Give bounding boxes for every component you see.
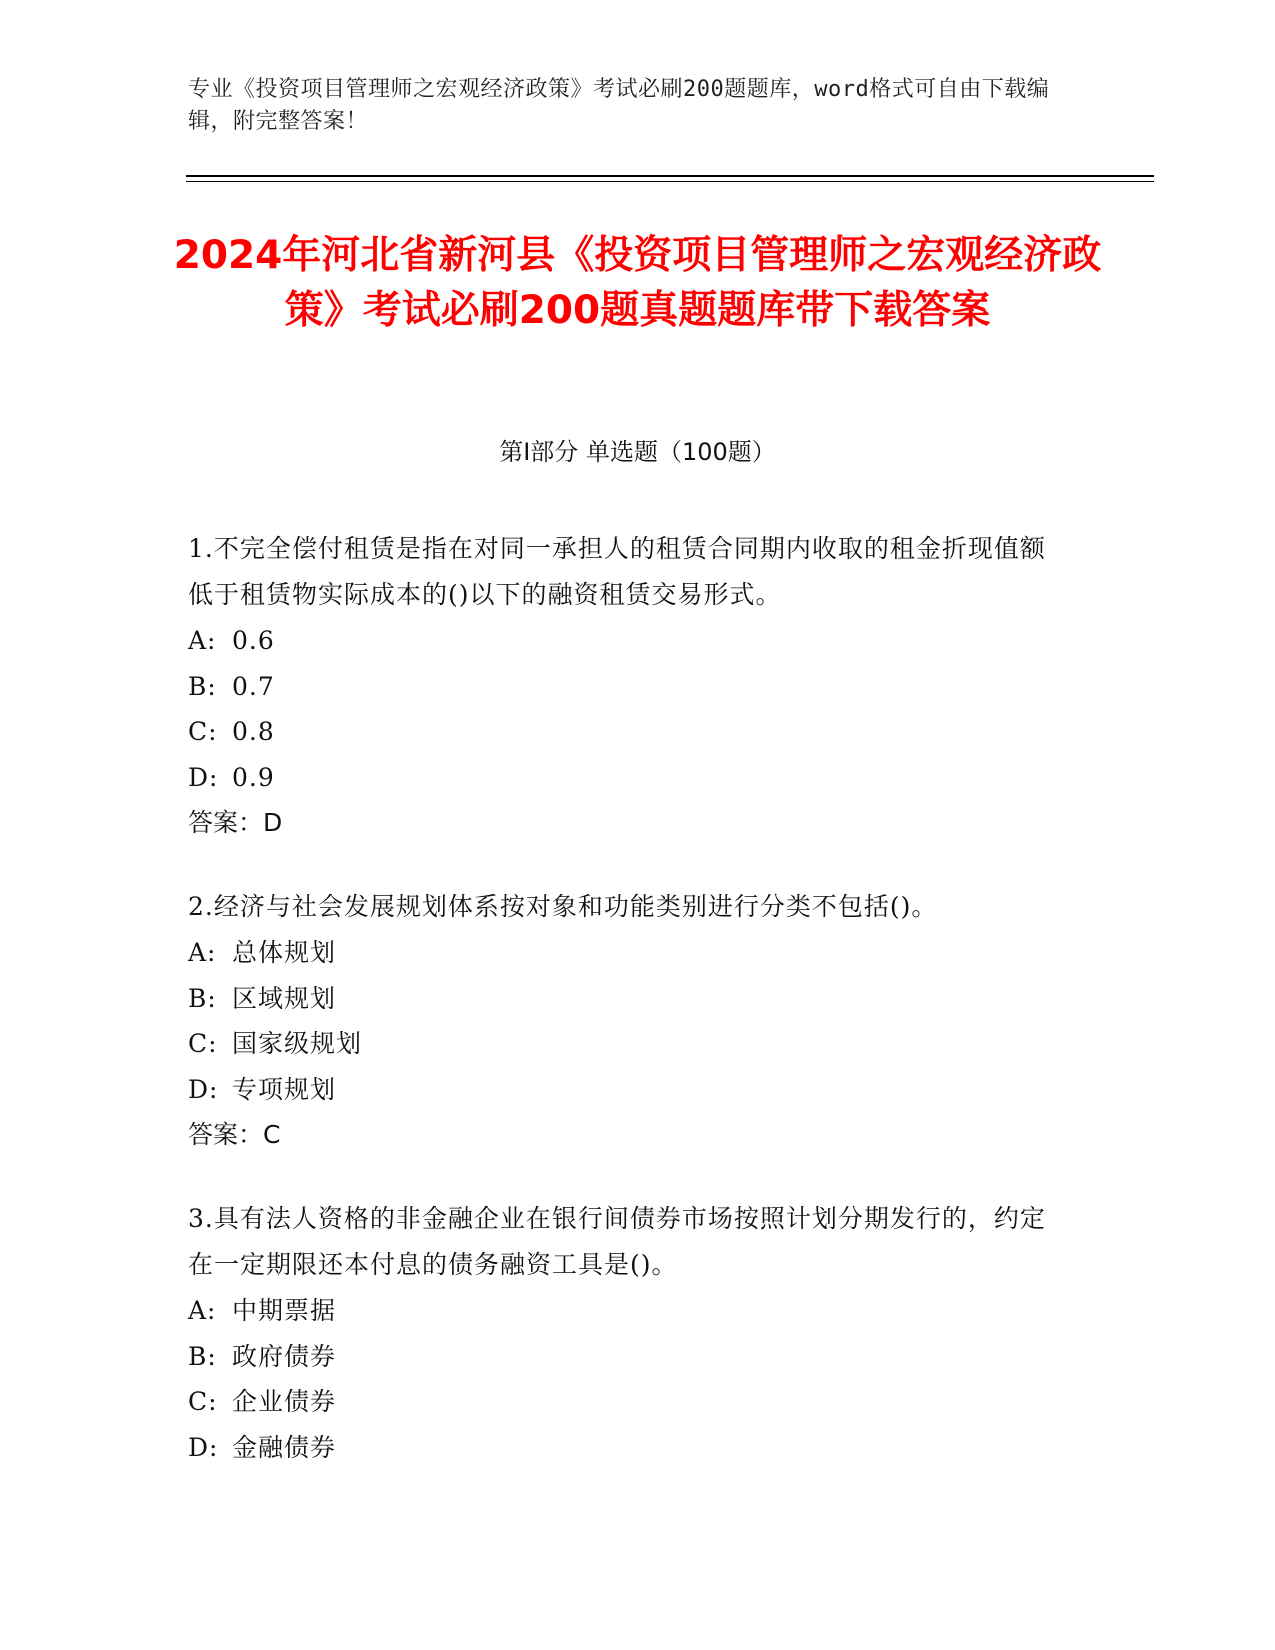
- option-text: 0.6: [232, 626, 275, 655]
- option-a: [188, 618, 1068, 664]
- option-c: [188, 709, 1068, 755]
- option-b: [188, 664, 1068, 710]
- option-text: 0.7: [232, 671, 275, 701]
- option-text: 企业债券: [232, 1387, 337, 1416]
- option-key: B:: [188, 671, 217, 701]
- option-a: [188, 1288, 1068, 1334]
- answer-line: 答案：C: [188, 1120, 281, 1149]
- section-heading: 第Ⅰ部分 单选题（100题）: [499, 438, 776, 466]
- option-text: 总体规划: [232, 938, 337, 967]
- option-d: [188, 1425, 1068, 1471]
- option-key: A:: [188, 626, 217, 655]
- option-c: [188, 1379, 1068, 1425]
- option-text: 0.8: [232, 717, 275, 746]
- option-text: 国家级规划: [232, 1029, 363, 1058]
- option-d: [188, 755, 1068, 801]
- question-3: [188, 1196, 1068, 1470]
- option-text: 政府债券: [232, 1341, 337, 1371]
- option-c: [188, 1021, 1068, 1067]
- answer-line: 答案：D: [188, 808, 283, 837]
- question-2: [188, 884, 1068, 1158]
- option-text: 中期票据: [232, 1296, 337, 1325]
- header-divider-thin: [186, 181, 1154, 182]
- option-key: D:: [188, 1432, 219, 1462]
- option-text: 金融债券: [232, 1432, 337, 1462]
- question-stem: 1.不完全偿付租赁是指在对同一承担人的租赁合同期内收取的租金折现值额低于租赁物实际成本的()以下的融资租赁交易形式。: [188, 534, 1046, 609]
- header-note: 专业《投资项目管理师之宏观经济政策》考试必刷200题题库，word格式可自由下载编辑，附完整答案！: [188, 77, 1050, 134]
- document-title: 2024年河北省新河县《投资项目管理师之宏观经济政策》考试必刷200题真题题库带下载答案: [173, 233, 1102, 333]
- option-a: [188, 930, 1068, 976]
- option-key: C:: [188, 1387, 218, 1416]
- option-key: D:: [188, 762, 219, 792]
- option-key: D:: [188, 1074, 219, 1104]
- question-list: [188, 526, 1068, 1508]
- option-key: A:: [188, 1296, 217, 1325]
- option-b: [188, 976, 1068, 1022]
- option-key: A:: [188, 938, 217, 967]
- option-text: 0.9: [232, 762, 275, 792]
- option-key: C:: [188, 717, 218, 746]
- option-key: B:: [188, 983, 217, 1013]
- option-key: C:: [188, 1029, 218, 1058]
- header-divider-thick: [186, 175, 1154, 177]
- question-stem: 2.经济与社会发展规划体系按对象和功能类别进行分类不包括()。: [188, 892, 938, 921]
- option-text: 专项规划: [232, 1074, 337, 1104]
- question-1: [188, 526, 1068, 846]
- question-stem: 3.具有法人资格的非金融企业在银行间债券市场按照计划分期发行的，约定在一定期限还本付息的债务融资工具是()。: [188, 1204, 1046, 1279]
- option-key: B:: [188, 1341, 217, 1371]
- option-d: [188, 1067, 1068, 1113]
- option-b: [188, 1334, 1068, 1380]
- option-text: 区域规划: [232, 983, 337, 1013]
